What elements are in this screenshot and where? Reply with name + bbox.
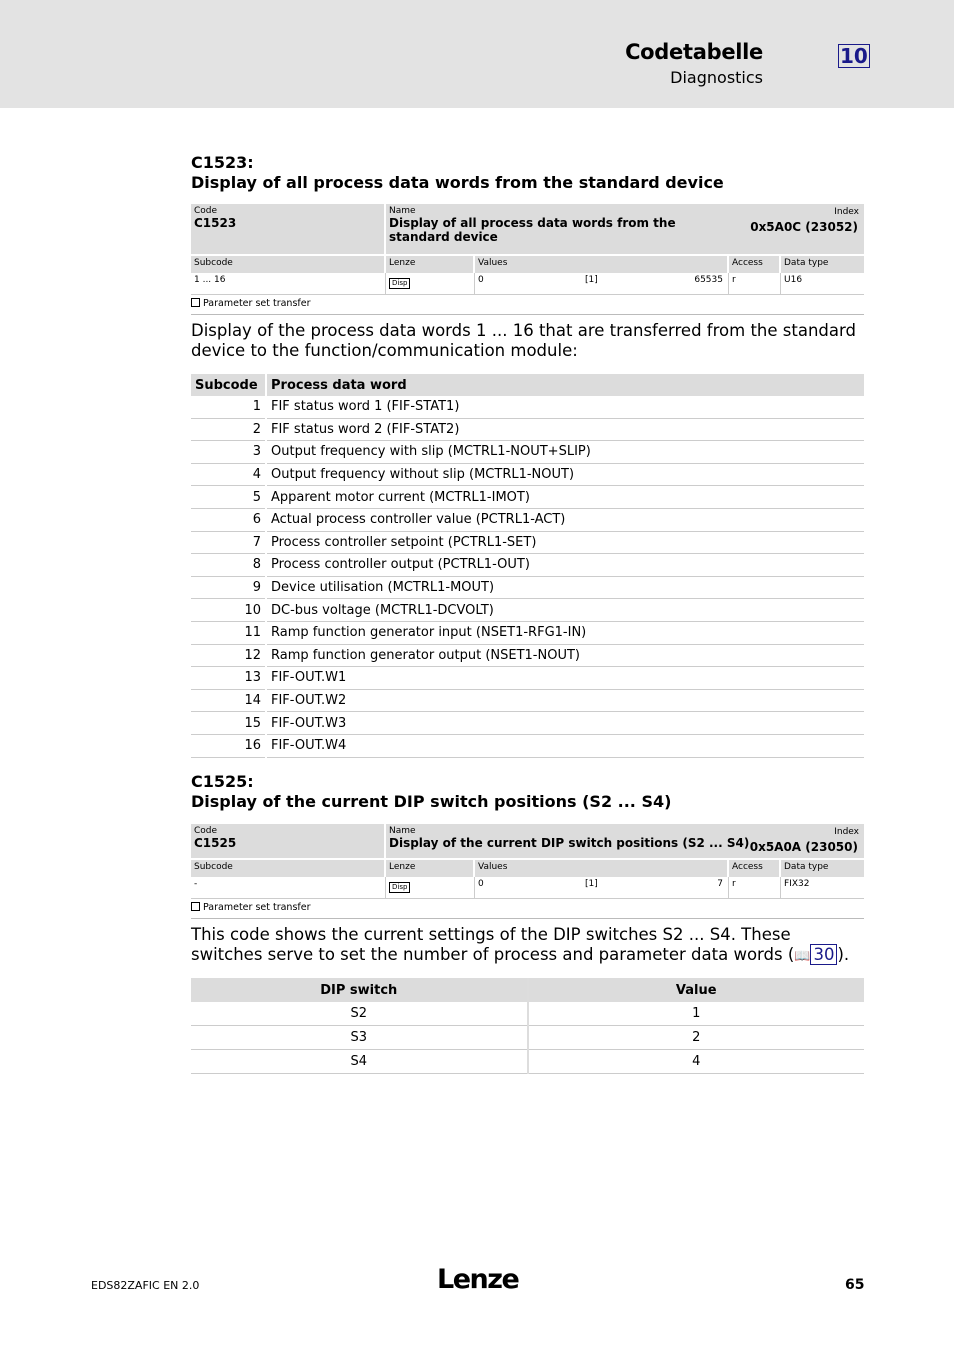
table-row bbox=[191, 599, 864, 622]
row-process-data-word: Ramp function generator output (NSET1-NOUT) bbox=[266, 644, 864, 667]
process-data-table bbox=[191, 374, 864, 758]
value-max: 65535 bbox=[694, 275, 723, 285]
code-value: C1523 bbox=[194, 216, 237, 230]
table-row bbox=[191, 712, 864, 735]
checkbox-icon bbox=[191, 298, 200, 307]
row-process-data-word: FIF-OUT.W4 bbox=[266, 734, 864, 757]
row-process-data-word: Process controller output (PCTRL1-OUT) bbox=[266, 554, 864, 577]
page-header bbox=[0, 0, 954, 108]
name-label: Name bbox=[389, 826, 416, 836]
c1525-heading bbox=[191, 772, 671, 812]
index-label: Index bbox=[834, 207, 859, 217]
code-label: Code bbox=[194, 826, 218, 836]
datatype-value: FIX32 bbox=[781, 877, 864, 899]
row-process-data-word: Process controller setpoint (PCTRL1-SET) bbox=[266, 531, 864, 554]
c1525-heading-code: C1525: bbox=[191, 772, 254, 791]
divider bbox=[191, 918, 864, 919]
param-transfer-label: Parameter set transfer bbox=[203, 902, 311, 913]
row-process-data-word: FIF-OUT.W2 bbox=[266, 689, 864, 712]
row-subcode: 12 bbox=[191, 644, 266, 667]
access-value: r bbox=[729, 877, 781, 899]
col-subcode: Subcode bbox=[191, 374, 266, 396]
code-value: C1525 bbox=[194, 836, 237, 850]
values-cell bbox=[475, 273, 729, 295]
table-row bbox=[191, 621, 864, 644]
row-subcode: 2 bbox=[191, 418, 266, 441]
row-process-data-word: Apparent motor current (MCTRL1-IMOT) bbox=[266, 486, 864, 509]
table-row bbox=[191, 554, 864, 577]
row-subcode: 16 bbox=[191, 734, 266, 757]
c1525-param-transfer bbox=[191, 902, 311, 913]
document-id: EDS82ZAFIC EN 2.0 bbox=[91, 1279, 200, 1292]
row-subcode: 1 bbox=[191, 396, 266, 418]
values-label: Values bbox=[475, 254, 729, 273]
datatype-label: Data type bbox=[781, 254, 864, 273]
page-link[interactable]: 30 bbox=[810, 944, 837, 965]
row-subcode: 5 bbox=[191, 486, 266, 509]
datatype-label: Data type bbox=[781, 858, 864, 877]
row-process-data-word: FIF status word 1 (FIF-STAT1) bbox=[266, 396, 864, 418]
values-label: Values bbox=[475, 858, 729, 877]
c1523-heading-code: C1523: bbox=[191, 153, 254, 172]
row-process-data-word: Output frequency without slip (MCTRL1-NOUT) bbox=[266, 463, 864, 486]
lenze-label: Lenze bbox=[386, 858, 475, 877]
row-value: 4 bbox=[528, 1050, 865, 1074]
row-process-data-word: DC-bus voltage (MCTRL1-DCVOLT) bbox=[266, 599, 864, 622]
disp-badge: Disp bbox=[389, 278, 410, 289]
index-value: 0x5A0A (23050) bbox=[749, 840, 858, 854]
row-process-data-word: FIF-OUT.W3 bbox=[266, 712, 864, 735]
table-row bbox=[191, 1002, 864, 1026]
access-label: Access bbox=[729, 858, 781, 877]
col-value: Value bbox=[528, 978, 865, 1002]
c1523-heading-text: Display of all process data words from the standard device bbox=[191, 173, 724, 192]
subcode-label: Subcode bbox=[191, 858, 386, 877]
section-subtitle: Diagnostics bbox=[670, 68, 763, 87]
book-icon: 📖 bbox=[794, 949, 811, 964]
lenze-label: Lenze bbox=[386, 254, 475, 273]
c1525-heading-text: Display of the current DIP switch positions (S2 ... S4) bbox=[191, 792, 672, 811]
index-value: 0x5A0C (23052) bbox=[750, 220, 858, 234]
col-dip-switch: DIP switch bbox=[191, 978, 528, 1002]
row-subcode: 4 bbox=[191, 463, 266, 486]
row-process-data-word: Ramp function generator input (NSET1-RFG1-IN) bbox=[266, 621, 864, 644]
row-subcode: 7 bbox=[191, 531, 266, 554]
c1523-code-table bbox=[191, 204, 864, 295]
table-row bbox=[191, 644, 864, 667]
table-row bbox=[191, 486, 864, 509]
checkbox-icon bbox=[191, 902, 200, 911]
disp-badge: Disp bbox=[389, 882, 410, 893]
value-max: 7 bbox=[717, 879, 723, 889]
chapter-number-link[interactable]: 10 bbox=[840, 44, 868, 68]
table-row bbox=[191, 418, 864, 441]
c1523-heading bbox=[191, 153, 724, 193]
row-subcode: 9 bbox=[191, 576, 266, 599]
table-row bbox=[191, 1026, 864, 1050]
row-process-data-word: FIF-OUT.W1 bbox=[266, 667, 864, 690]
row-process-data-word: Device utilisation (MCTRL1-MOUT) bbox=[266, 576, 864, 599]
table-row bbox=[191, 667, 864, 690]
row-subcode: 15 bbox=[191, 712, 266, 735]
value-step: [1] bbox=[585, 879, 598, 889]
c1523-description: Display of the process data words 1 ... 16 that are transferred from the standard device to the function/communication module: bbox=[191, 321, 856, 360]
param-transfer-label: Parameter set transfer bbox=[203, 298, 311, 309]
c1525-code-table bbox=[191, 824, 864, 899]
table-row bbox=[191, 441, 864, 464]
row-process-data-word: Actual process controller value (PCTRL1-ACT) bbox=[266, 508, 864, 531]
row-subcode: 8 bbox=[191, 554, 266, 577]
row-subcode: 6 bbox=[191, 508, 266, 531]
table-row bbox=[191, 1050, 864, 1074]
chapter-title: Codetabelle bbox=[625, 40, 763, 64]
row-subcode: 11 bbox=[191, 621, 266, 644]
subcode-value: - bbox=[191, 877, 386, 899]
description-text: This code shows the current settings of the DIP switches S2 ... S4. These switches serve to set the number of process and parameter data words ( bbox=[191, 925, 795, 964]
row-subcode: 10 bbox=[191, 599, 266, 622]
table-row bbox=[191, 689, 864, 712]
row-process-data-word: FIF status word 2 (FIF-STAT2) bbox=[266, 418, 864, 441]
c1525-description bbox=[191, 925, 867, 967]
subcode-value: 1 ... 16 bbox=[191, 273, 386, 295]
table-row bbox=[191, 396, 864, 418]
row-dip-switch: S4 bbox=[191, 1050, 528, 1074]
dip-switch-table bbox=[191, 978, 864, 1074]
row-subcode: 13 bbox=[191, 667, 266, 690]
row-process-data-word: Output frequency with slip (MCTRL1-NOUT+SLIP) bbox=[266, 441, 864, 464]
index-label: Index bbox=[834, 827, 859, 837]
name-value: Display of the current DIP switch positions (S2 ... S4) bbox=[389, 836, 750, 850]
table-row bbox=[191, 576, 864, 599]
c1523-param-transfer bbox=[191, 298, 311, 309]
lenze-logo: Lenze bbox=[437, 1264, 519, 1295]
name-label: Name bbox=[389, 206, 416, 216]
table-row bbox=[191, 463, 864, 486]
value-min: 0 bbox=[478, 275, 484, 285]
value-step: [1] bbox=[585, 275, 598, 285]
row-subcode: 14 bbox=[191, 689, 266, 712]
row-dip-switch: S3 bbox=[191, 1026, 528, 1050]
value-min: 0 bbox=[478, 879, 484, 889]
row-dip-switch: S2 bbox=[191, 1002, 528, 1026]
access-label: Access bbox=[729, 254, 781, 273]
row-value: 2 bbox=[528, 1026, 865, 1050]
description-end: ). bbox=[837, 945, 850, 964]
page-number: 65 bbox=[845, 1277, 865, 1293]
values-cell bbox=[475, 877, 729, 899]
divider bbox=[191, 314, 864, 315]
table-row bbox=[191, 531, 864, 554]
datatype-value: U16 bbox=[781, 273, 864, 295]
row-subcode: 3 bbox=[191, 441, 266, 464]
access-value: r bbox=[729, 273, 781, 295]
name-value: Display of all process data words from the standard device bbox=[389, 216, 676, 244]
subcode-label: Subcode bbox=[191, 254, 386, 273]
col-process-data-word: Process data word bbox=[266, 374, 864, 396]
table-row bbox=[191, 734, 864, 757]
code-label: Code bbox=[194, 206, 218, 216]
row-value: 1 bbox=[528, 1002, 865, 1026]
table-row bbox=[191, 508, 864, 531]
